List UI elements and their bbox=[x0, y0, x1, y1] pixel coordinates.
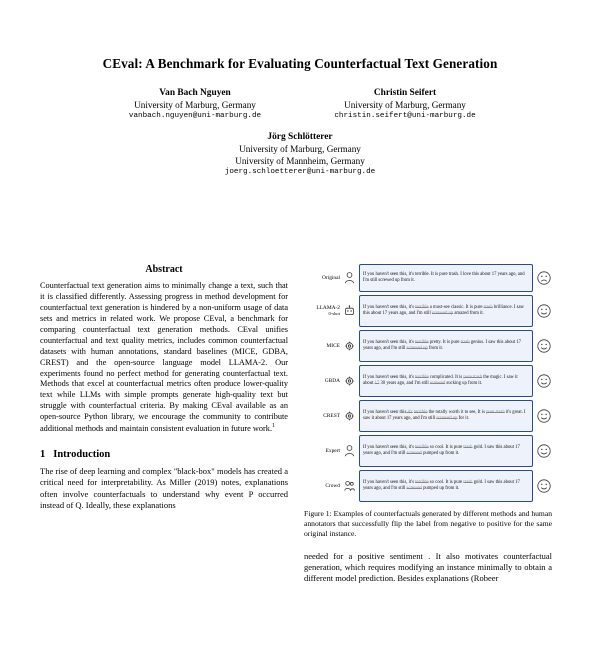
author-block bbox=[0, 88, 600, 120]
abstract-body bbox=[40, 281, 288, 435]
text-run: If you haven't seen this, it's terrible complicated. It is pure trash the magic. I saw it about 17 30 years ago, and I'm still screwed sucking up from it. bbox=[363, 374, 518, 386]
figure-row-text bbox=[359, 365, 533, 397]
text-run: If you haven't seen this it's terrible the totally worth it to see, It is pure trash it's great. I saw it about 17 years ago, and I'm still screwed up for it. bbox=[363, 409, 526, 421]
figure-row bbox=[304, 470, 552, 502]
figure-row-label bbox=[304, 275, 340, 281]
figure-row-text bbox=[359, 400, 533, 432]
gear-icon bbox=[343, 340, 356, 352]
figure-row-label-main: Crowd bbox=[325, 482, 340, 489]
frown-face-icon bbox=[536, 271, 552, 285]
smile-face-icon bbox=[536, 444, 552, 458]
figure-1 bbox=[304, 264, 552, 539]
abstract-heading: Abstract bbox=[145, 264, 183, 275]
figure-row-label bbox=[304, 343, 340, 349]
figure-row bbox=[304, 264, 552, 292]
figure-row-label bbox=[304, 378, 340, 384]
figure-row-label-main: Original bbox=[322, 274, 340, 281]
smile-face-icon bbox=[536, 304, 552, 318]
text-run: If you haven't seen this, it's terrible so cool. It is pure trash gold. I saw this about 17 years ago, and I'm still screwed pumped up from it. bbox=[363, 444, 520, 456]
two-column-body bbox=[0, 264, 600, 585]
smile-face-icon bbox=[536, 409, 552, 423]
author-affiliation-1: University of Marburg, Germany bbox=[239, 144, 361, 154]
group-icon bbox=[343, 480, 356, 492]
author-1 bbox=[300, 88, 510, 120]
author-affiliation: University of Marburg, Germany bbox=[344, 100, 466, 110]
section-1-title: Introduction bbox=[53, 448, 111, 460]
figure-row-label-main: Expert bbox=[325, 447, 340, 454]
intro-paragraph-left: The rise of deep learning and complex "black-box" models has created a critical need for interpretability. As Miller (2019) notes, explanations often involve counterfactuals to understand why event P occurred instead of Q. Ideally, these explanations bbox=[40, 465, 288, 511]
smile-face-icon bbox=[536, 479, 552, 493]
text-run: If you haven't seen this, it's terrible pretty. It is pure trash genius. I saw this about 17 years ago, and I'm still screwed up from it. bbox=[363, 339, 521, 351]
author-name: Van Bach Nguyen bbox=[159, 88, 231, 98]
figure-row-label-main: CREST bbox=[323, 412, 340, 419]
section-1-number: 1 bbox=[40, 448, 46, 460]
figure-rows bbox=[304, 264, 552, 502]
smile-face-icon bbox=[536, 374, 552, 388]
author-affiliation: University of Marburg, Germany bbox=[134, 100, 256, 110]
author-email[interactable]: christin.seifert@uni-marburg.de bbox=[334, 112, 476, 120]
gear-icon bbox=[343, 375, 356, 387]
figure-row bbox=[304, 365, 552, 397]
figure-row bbox=[304, 295, 552, 327]
figure-row bbox=[304, 400, 552, 432]
figure-row bbox=[304, 330, 552, 362]
smile-face-icon bbox=[536, 339, 552, 353]
figure-caption-label: Figure 1: bbox=[304, 509, 332, 518]
abstract-text: Counterfactual text generation aims to minimally change a text, such that it is classified differently. Assessing progress in method development for counterfactual text generation is hindered by a non-uniform usage of data sets and metrics in related work. We propose CEval, a benchmark for comparing counterfactual text generation methods. CEval unifies counterfactual and text quality metrics, includes common counterfactual datasets with human annotations, standard baselines (MICE, GDBA, CREST) and the open-source language model LLAMA-2. Our experiments found no perfect method for generating counterfactual text. Methods that excel at counterfactual metrics often produce lower-quality text while LLMs with simple prompts generate high-quality text but struggle with counterfactual criteria. By making CEval available as an open-source Python library, we encourage the community to contribute additional methods and maintain consistent evaluation in future work. bbox=[40, 281, 288, 433]
section-1-heading bbox=[40, 449, 288, 460]
gear-icon bbox=[343, 410, 356, 422]
figure-row-label bbox=[304, 305, 340, 316]
figure-row-label bbox=[304, 413, 340, 419]
intro-paragraph-right: needed for a positive sentiment . It also motivates counterfactual generation, which requires modifying an instance minimally to obtain a different model prediction. Besides explanations (Robeer bbox=[304, 550, 552, 584]
person-icon bbox=[343, 445, 356, 457]
figure-row-text bbox=[359, 435, 533, 467]
author-name: Jörg Schlötterer bbox=[267, 132, 333, 142]
author-0 bbox=[90, 88, 300, 120]
person-icon bbox=[343, 272, 356, 284]
figure-row-label-main: LLAMA-2 bbox=[316, 305, 340, 312]
paper-page bbox=[0, 56, 600, 656]
figure-row-text bbox=[359, 330, 533, 362]
text-run: If you haven't seen this, it's terrible. It is pure trash. I love this about 17 years ago, and I'm still screwed up from it. bbox=[363, 271, 525, 283]
figure-row-label-main: GBDA bbox=[324, 377, 340, 384]
figure-row-text bbox=[359, 264, 533, 292]
figure-row-text bbox=[359, 295, 533, 327]
figure-row-label-sub: 0-shot bbox=[328, 311, 340, 317]
figure-row-label bbox=[304, 483, 340, 489]
author-affiliation-2: University of Mannheim, Germany bbox=[235, 156, 365, 166]
text-run: If you haven't seen this, it's terrible so cool. It is pure trash gold. I saw this about 17 years ago, and I'm still screwed pumped up from it. bbox=[363, 479, 520, 491]
text-run: If you haven't seen this, it's terrible a must-see classic. It is pure trash brilliance. I saw this about 17 years ago, and I'm still screwed up amazed from it. bbox=[363, 304, 524, 316]
figure-row-label bbox=[304, 448, 340, 454]
left-column bbox=[40, 264, 288, 585]
page-title: CEval: A Benchmark for Evaluating Counterfactual Text Generation bbox=[102, 56, 498, 71]
author-email[interactable]: vanbach.nguyen@uni-marburg.de bbox=[128, 112, 262, 120]
footnote-marker[interactable]: 1 bbox=[272, 423, 276, 430]
figure-caption bbox=[304, 509, 552, 539]
author-2 bbox=[0, 132, 600, 176]
author-name: Christin Seifert bbox=[373, 88, 437, 98]
figure-row bbox=[304, 435, 552, 467]
robot-icon bbox=[343, 305, 356, 317]
right-column bbox=[304, 264, 552, 585]
author-email[interactable]: joerg.schloetterer@uni-marburg.de bbox=[224, 168, 376, 176]
figure-row-text bbox=[359, 470, 533, 502]
figure-caption-text: Examples of counterfactuals generated by different methods and human annotators that successfully flip the label from negative to positive for the same original instance. bbox=[304, 509, 552, 538]
figure-row-label-main: MICE bbox=[326, 342, 340, 349]
